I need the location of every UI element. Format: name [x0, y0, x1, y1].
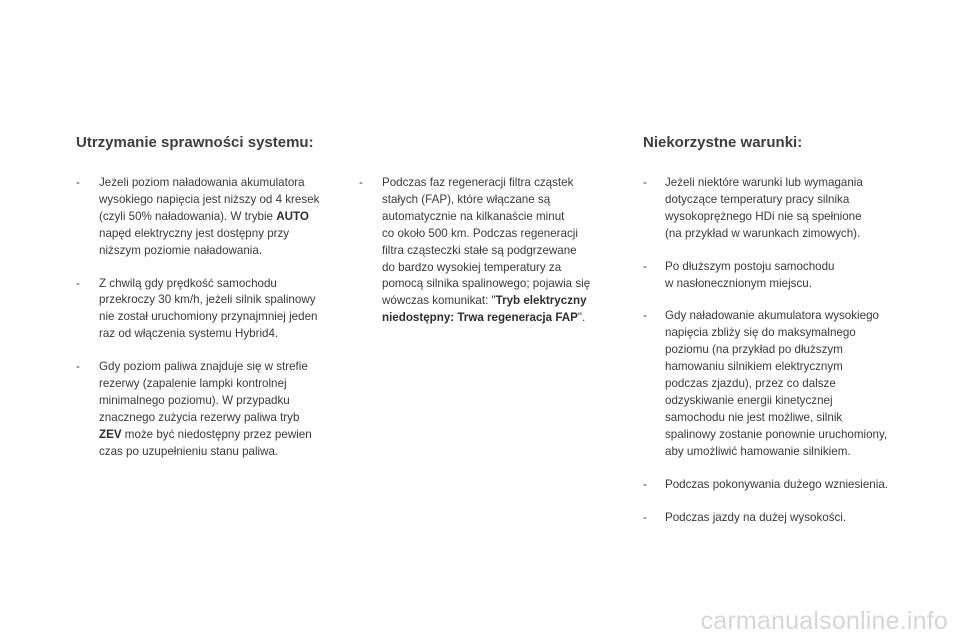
text-line — [665, 510, 943, 527]
bold-term: AUTO — [276, 209, 309, 223]
bullet-dash: - — [643, 176, 647, 189]
text-segment: czas po uzupełnieniu stanu paliwa. — [99, 444, 279, 458]
bullet-dash: - — [643, 309, 647, 323]
text-segment: Podczas pokonywania dużego wzniesienia. — [665, 477, 888, 491]
text-segment: minimalnego poziomu). W przypadku — [99, 393, 290, 407]
text-line — [665, 393, 943, 410]
list-item — [643, 259, 943, 293]
text-segment: (czyli 50% naładowania). W trybie — [99, 209, 277, 223]
text-line — [665, 175, 943, 192]
text-line — [665, 325, 943, 342]
text-line — [99, 427, 356, 444]
list-item-text — [665, 175, 943, 243]
list-item-text — [665, 477, 943, 494]
text-line — [99, 276, 356, 293]
text-line — [665, 477, 943, 494]
text-segment: ". — [577, 311, 586, 325]
text-segment: Z chwilą gdy prędkość samochodu — [99, 276, 277, 290]
bullet-dash: - — [643, 259, 647, 273]
text-line — [665, 226, 943, 243]
text-segment: znacznego zużycia rezerwy paliwa tryb — [99, 410, 300, 424]
fap-regeneration-list — [359, 175, 639, 327]
text-line — [665, 342, 943, 359]
text-segment: niższym poziomie naładowania. — [99, 243, 263, 257]
text-line — [99, 376, 356, 393]
bullet-dash: - — [76, 360, 80, 374]
list-item-text — [99, 276, 356, 344]
text-segment: Gdy poziom paliwa znajduje się w strefie — [99, 360, 308, 374]
list-item-text — [665, 308, 943, 460]
text-segment: Po dłuższym postoju samochodu — [665, 259, 835, 273]
bold-term: ZEV — [99, 427, 122, 441]
text-segment: przekroczy 30 km/h, jeżeli silnik spalinowy — [99, 293, 316, 307]
list-item-text — [99, 359, 356, 460]
text-line — [382, 276, 639, 293]
text-line — [665, 427, 943, 444]
text-segment: raz od włączenia systemu Hybrid4. — [99, 327, 279, 341]
text-line — [99, 192, 356, 209]
watermark: carmanualsonline.info — [700, 607, 948, 635]
text-segment: Podczas faz regeneracji filtra cząstek — [382, 176, 574, 189]
text-line — [665, 308, 943, 325]
list-item-text — [665, 510, 943, 527]
text-segment: filtra cząsteczki stałe są podgrzewane — [382, 243, 577, 257]
list-item — [76, 175, 356, 260]
text-segment: wysokiego napięcia jest niższy od 4 kresek — [99, 192, 320, 206]
text-segment: podczas zjazdu), przez co dalsze — [665, 377, 836, 391]
text-segment: stałych (FAP), które włączane są — [382, 192, 551, 206]
text-segment: Jeżeli poziom naładowania akumulatora — [99, 176, 305, 189]
list-item-text — [665, 259, 943, 293]
text-line — [99, 226, 356, 243]
text-segment: dotyczące temperatury pracy silnika — [665, 192, 850, 206]
text-line — [665, 359, 943, 376]
text-segment: może być niedostępny przez pewien — [121, 427, 312, 441]
text-segment: do bardzo wysokiej temperatury za — [382, 260, 562, 274]
text-line — [665, 192, 943, 209]
list-item-text — [99, 175, 356, 260]
bullet-dash: - — [76, 176, 80, 189]
list-item — [643, 477, 943, 494]
text-line — [99, 410, 356, 427]
list-item — [643, 510, 943, 527]
section-title-adverse-conditions: Niekorzystne warunki: — [643, 134, 803, 151]
text-line — [382, 293, 639, 310]
bold-term: niedostępny: Trwa regeneracja FAP — [382, 311, 578, 325]
text-segment: wówczas komunikat: " — [382, 294, 496, 308]
text-line — [382, 226, 639, 243]
text-segment: pomocą silnika spalinowego; pojawia się — [382, 277, 591, 291]
text-line — [99, 359, 356, 376]
text-line — [665, 376, 943, 393]
text-line — [382, 260, 639, 277]
text-line — [665, 276, 943, 293]
list-item — [76, 359, 356, 460]
text-segment: poziomu (na przykład po dłuższym — [665, 343, 843, 357]
bullet-dash: - — [76, 276, 80, 290]
text-segment: wysokoprężnego HDi nie są spełnione — [665, 209, 862, 223]
list-item-text — [382, 175, 639, 327]
text-segment: spalinowy zostanie ponownie uruchomiony, — [665, 427, 888, 441]
text-segment: automatycznie na kilkanaście minut — [382, 209, 565, 223]
text-line — [665, 410, 943, 427]
text-segment: Jeżeli niektóre warunki lub wymagania — [665, 176, 863, 189]
text-line — [382, 209, 639, 226]
list-item — [76, 276, 356, 344]
bullet-dash: - — [643, 477, 647, 491]
bullet-dash: - — [359, 176, 363, 189]
list-item — [643, 175, 943, 243]
bold-term: Tryb elektryczny — [495, 294, 587, 308]
text-line — [99, 175, 356, 192]
text-line — [99, 209, 356, 226]
text-line — [382, 243, 639, 260]
text-segment: (na przykład w warunkach zimowych). — [665, 226, 861, 240]
text-segment: Podczas jazdy na dużej wysokości. — [665, 510, 847, 524]
adverse-conditions-list — [643, 175, 943, 526]
text-line — [99, 444, 356, 461]
text-line — [99, 393, 356, 410]
text-line — [665, 209, 943, 226]
text-line — [665, 259, 943, 276]
text-segment: samochodu nie jest możliwe, silnik — [665, 410, 843, 424]
text-segment: rezerwy (zapalenie lampki kontrolnej — [99, 377, 287, 391]
text-segment: hamowaniu silnikiem elektrycznym — [665, 360, 843, 374]
bullet-dash: - — [643, 510, 647, 524]
text-segment: co około 500 km. Podczas regeneracji — [382, 226, 578, 240]
text-segment: odzyskiwanie energii kinetycznej — [665, 393, 833, 407]
list-item — [643, 308, 943, 460]
section-title-system-maintenance: Utrzymanie sprawności systemu: — [76, 134, 314, 151]
text-line — [382, 192, 639, 209]
system-maintenance-list — [76, 175, 356, 461]
list-item — [359, 175, 639, 327]
text-line — [382, 175, 639, 192]
text-line — [382, 310, 639, 327]
text-segment: w nasłonecznionym miejscu. — [665, 276, 812, 290]
text-segment: nie został uruchomiony przynajmniej jeden — [99, 310, 318, 324]
text-segment: napięcia zbliży się do maksymalnego — [665, 326, 856, 340]
text-segment: aby umożliwić hamowanie silnikiem. — [665, 444, 851, 458]
text-line — [99, 292, 356, 309]
text-line — [99, 243, 356, 260]
text-line — [99, 309, 356, 326]
text-segment: Gdy naładowanie akumulatora wysokiego — [665, 309, 879, 323]
text-line — [99, 326, 356, 343]
text-segment: napęd elektryczny jest dostępny przy — [99, 226, 290, 240]
text-line — [665, 444, 943, 461]
